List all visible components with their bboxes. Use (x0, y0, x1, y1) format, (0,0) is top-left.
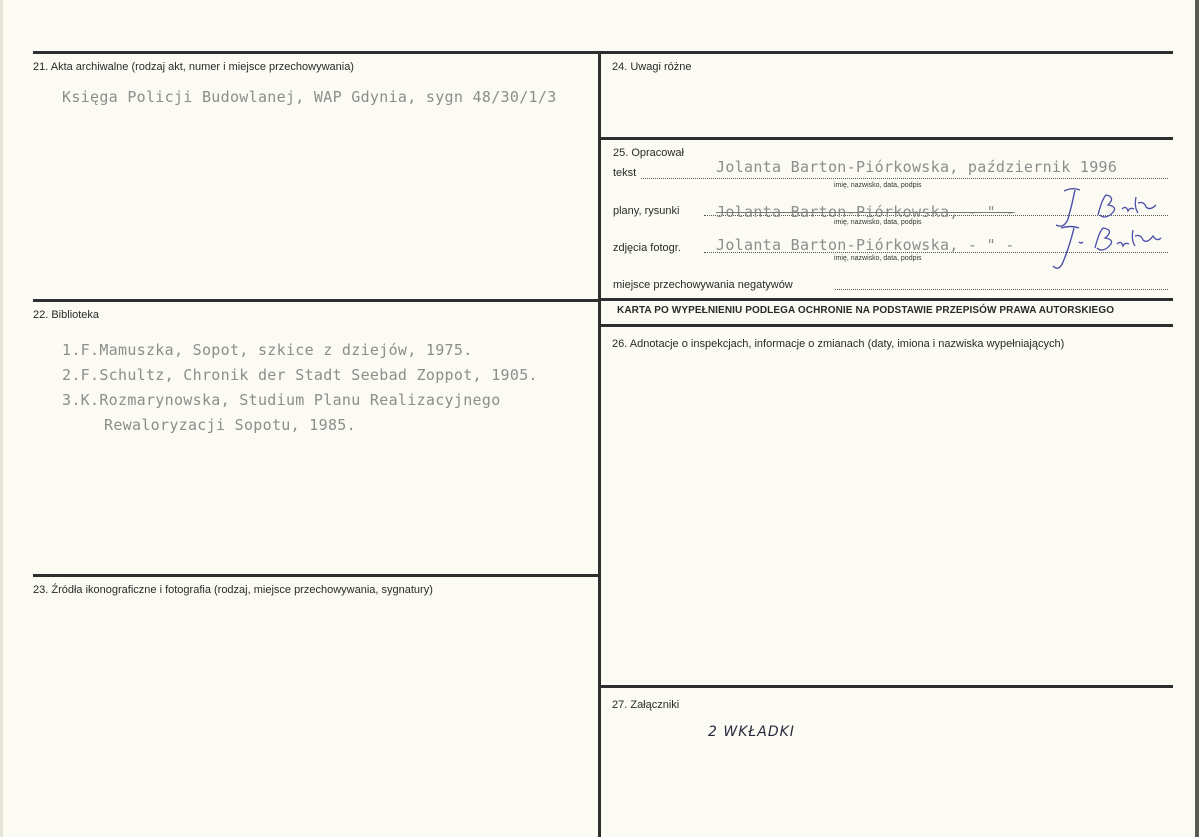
signature-zdjecia (1045, 222, 1165, 274)
section-22-label: 22. Biblioteka (33, 309, 100, 321)
copyright-notice: KARTA PO WYPEŁNIENIU PODLEGA OCHRONIE NA PODSTAWIE PRZEPISÓW PRAWA AUTORSKIEGO (617, 305, 1115, 316)
section-27-label: 27. Załączniki (612, 699, 680, 711)
rule-22-23 (33, 574, 599, 577)
tekst-caption: imię, nazwisko, data, podpis (834, 182, 922, 189)
negatywy-label: miejsce przechowywania negatywów (613, 279, 793, 291)
tekst-author: Jolanta Barton-Piórkowska, październik 1996 (716, 158, 1118, 176)
plany-caption: imię, nazwisko, data, podpis (834, 219, 922, 226)
library-entry-1: 1.F.Mamuszka, Sopot, szkice z dziejów, 1975. (62, 341, 473, 359)
center-divider (598, 51, 601, 837)
card-right-edge (1195, 0, 1199, 837)
zdjecia-author: Jolanta Barton-Piórkowska, - " - (716, 236, 1015, 254)
section-26-label: 26. Adnotacje o inspekcjach, informacje o zmianach (daty, imiona i nazwiska wypełniających) (612, 338, 1065, 350)
library-entry-3-cont: Rewaloryzacji Sopotu, 1985. (104, 416, 356, 434)
rule-21-22 (33, 299, 599, 302)
section-23-label: 23. Źródła ikonograficzne i fotografia (rodzaj, miejsce przechowywania, sygnatury) (33, 584, 433, 596)
zdjecia-caption: imię, nazwisko, data, podpis (834, 255, 922, 262)
top-rule-right (601, 51, 1173, 54)
negatywy-dotted-line (835, 289, 1168, 290)
tekst-dotted-line (641, 178, 1168, 179)
plany-author: Jolanta Barton-Piórkowska, - " - (716, 203, 1015, 221)
top-rule-left (33, 51, 599, 54)
attachments-handwritten: 2 WKŁADKI (708, 724, 795, 740)
library-entry-2: 2.F.Schultz, Chronik der Stadt Seebad Zoppot, 1905. (62, 366, 538, 384)
section-24-label: 24. Uwagi różne (612, 61, 692, 73)
section-25-label: 25. Opracował (613, 147, 684, 159)
rule-25-notice (601, 298, 1173, 301)
section-21-label: 21. Akta archiwalne (rodzaj akt, numer i miejsce przechowywania) (33, 61, 354, 73)
rule-24-25 (601, 137, 1173, 140)
plany-label: plany, rysunki (613, 205, 680, 217)
zdjecia-label: zdjęcia fotogr. (613, 242, 681, 254)
card-left-edge (0, 0, 3, 837)
tekst-label: tekst (613, 167, 637, 179)
rule-26-27 (601, 685, 1173, 688)
rule-notice-26 (601, 324, 1173, 327)
section-21-archive-entry: Księga Policji Budowlanej, WAP Gdynia, sygn 48/30/1/3 (62, 88, 557, 106)
library-entry-3: 3.K.Rozmarynowska, Studium Planu Realizacyjnego (62, 391, 501, 409)
